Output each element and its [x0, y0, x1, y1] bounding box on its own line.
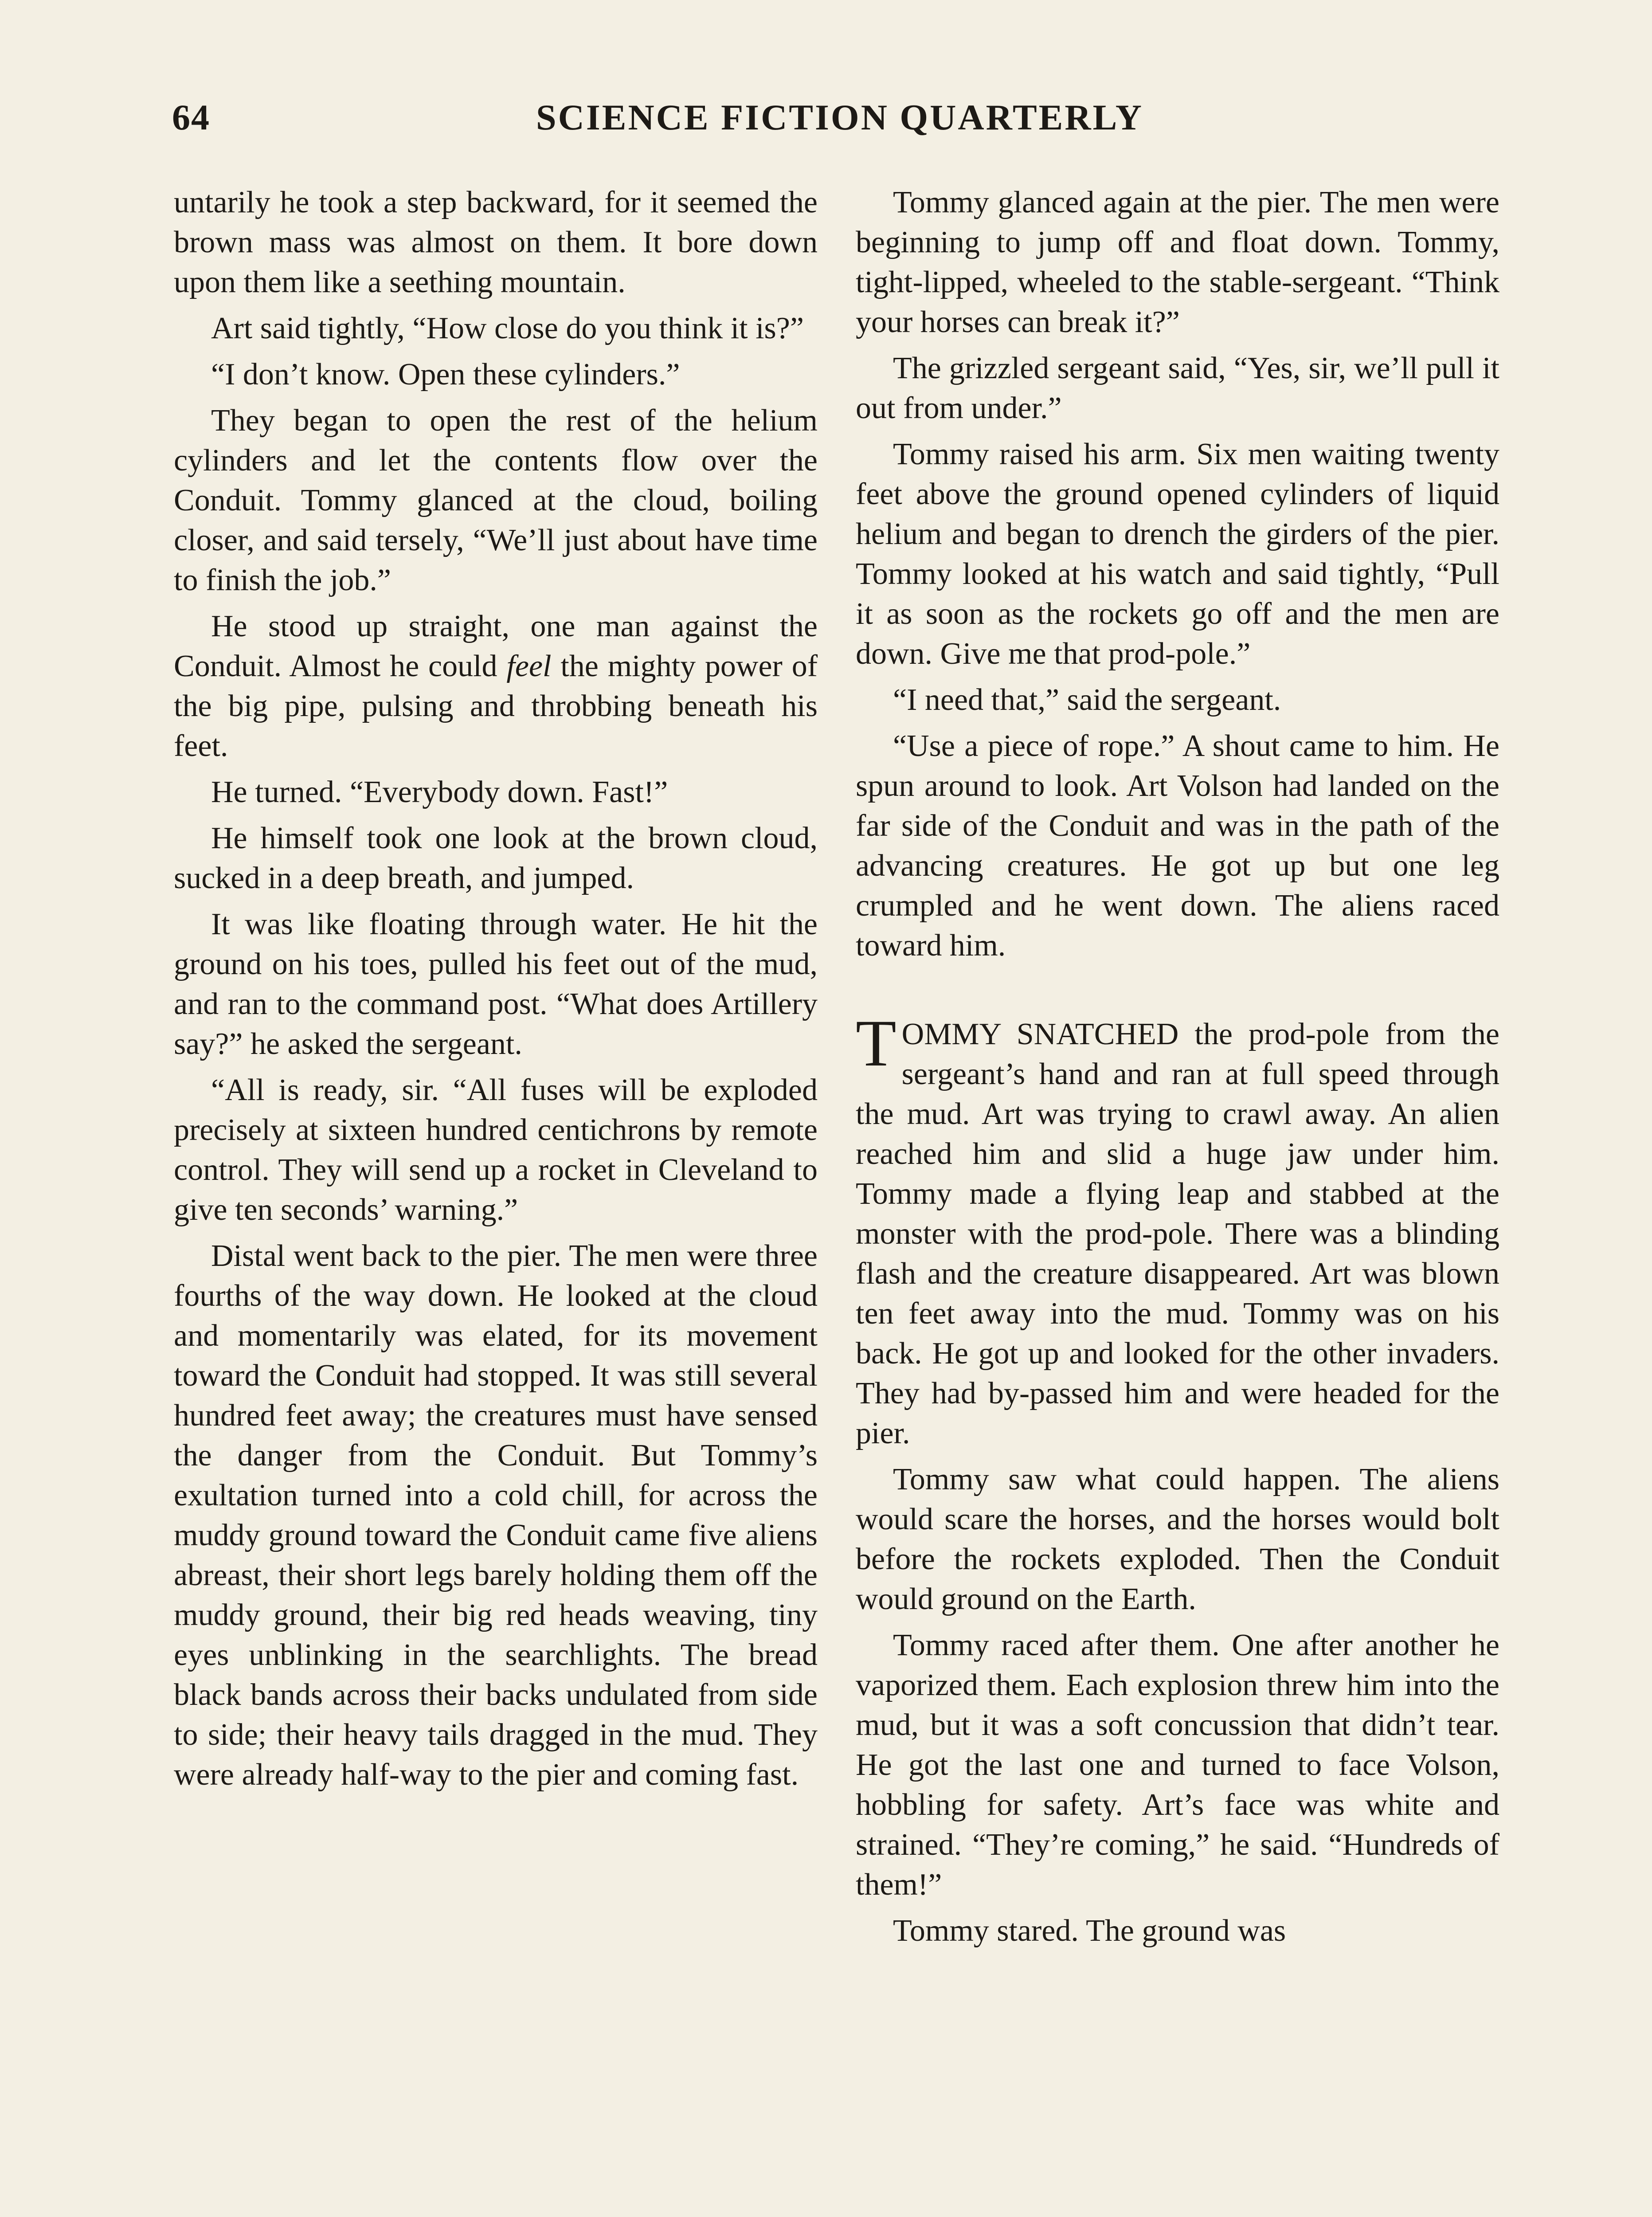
left-column — [174, 183, 818, 1801]
paragraph: Tommy stared. The ground was — [893, 1914, 1286, 1948]
paragraph: Tommy raised his arm. Six men waiting twenty feet above the ground opened cylinders of liquid helium and began to drench the girders of the pier. Tommy looked at his watch and said tightly, “Pull it as soon as the rockets go off and the men are down. Give me that prod-pole.” — [856, 437, 1499, 671]
paragraph: “Use a piece of rope.” A shout came to him. He spun around to look. Art Volson had landed on the far side of the Conduit and was in the path of the advancing creatures. He got up but one leg crumpled and he went down. The aliens raced toward him. — [856, 729, 1499, 963]
paragraph: They began to open the rest of the helium cylinders and let the contents flow over the Conduit. Tommy glanced at the cloud, boiling closer, and said tersely, “We’ll just about have time to finish the job.” — [174, 403, 818, 597]
section-paragraph — [856, 1007, 1499, 1453]
paragraph: He turned. “Everybody down. Fast!” — [211, 775, 668, 809]
paragraph: Tommy glanced again at the pier. The men were beginning to jump off and float down. Tommy, tight-lipped, wheeled to the stable-sergeant. “Think your horses can break it?” — [856, 185, 1499, 339]
paragraph: Distal went back to the pier. The men were three fourths of the way down. He looked at the cloud and momentarily was elated, for its movement toward the Conduit had stopped. It was still several hundred feet away; the creatures must have sensed the danger from the Conduit. But Tommy’s exultation turned into a cold chill, for across the muddy ground toward the Conduit came five aliens abreast, their short legs barely holding them off the muddy ground, their big red heads weaving, tiny eyes unblinking in the searchlights. The bread black bands across their backs undulated from side to side; their heavy tails dragged in the mud. They were already half-way to the pier and coming fast. — [174, 1239, 818, 1792]
paragraph: The grizzled sergeant said, “Yes, sir, we’ll pull it out from under.” — [856, 351, 1499, 425]
paragraph: “I don’t know. Open these cylinders.” — [211, 357, 680, 392]
paragraph: He himself took one look at the brown cloud, sucked in a deep breath, and jumped. — [174, 821, 818, 895]
text-run: OMMY SNATCHED the prod-pole from the sergeant’s hand and ran at full speed through the mud. Art was trying to crawl away. An alien reached him and slid a huge jaw under him. Tommy made a flying leap and stabbed at the monster with the prod-pole. There was a blinding flash and the creature disappeared. Art was blown ten feet away into the mud. Tommy was on his back. He got up and looked for the other invaders. They had by-passed him and were headed for the pier. — [856, 1017, 1499, 1450]
paragraph: Tommy raced after them. One after another he vaporized them. Each explosion threw him into the mud, but it was a soft concussion that didn’t tear. He got the last one and turned to face Volson, hobbling for safety. Art’s face was white and strained. “They’re coming,” he said. “Hundreds of them!” — [856, 1628, 1499, 1902]
paragraph: Art said tightly, “How close do you think it is?” — [211, 311, 804, 345]
page-header — [172, 97, 1507, 150]
right-column — [856, 183, 1499, 1957]
text-run: the mighty power of the big pipe, pulsing and throbbing beneath his feet. — [174, 649, 818, 763]
paragraph: Tommy saw what could happen. The aliens would scare the horses, and the horses would bolt before the rockets exploded. Then the Conduit would ground on the Earth. — [856, 1462, 1499, 1616]
page-number: 64 — [172, 97, 210, 137]
text-run: He stood up straight, one man against the Conduit. Almost he could — [174, 609, 818, 683]
paragraph: “I need that,” said the sergeant. — [893, 683, 1281, 717]
italic-word: feel — [506, 649, 552, 683]
paragraph: untarily he took a step backward, for it seemed the brown mass was almost on them. It bore down upon them like a seething mountain. — [174, 185, 818, 299]
drop-cap: T — [856, 1007, 896, 1080]
paragraph — [174, 607, 818, 766]
paragraph: “All is ready, sir. “All fuses will be exploded precisely at sixteen hundred centichrons by remote control. They will send up a rocket in Cleveland to give ten seconds’ warning.” — [174, 1073, 818, 1227]
paragraph: It was like floating through water. He hit the ground on his toes, pulled his feet out of the mud, and ran to the command post. “What does Artillery say?” he asked the sergeant. — [174, 907, 818, 1061]
running-title: SCIENCE FICTION QUARTERLY — [536, 97, 1143, 137]
